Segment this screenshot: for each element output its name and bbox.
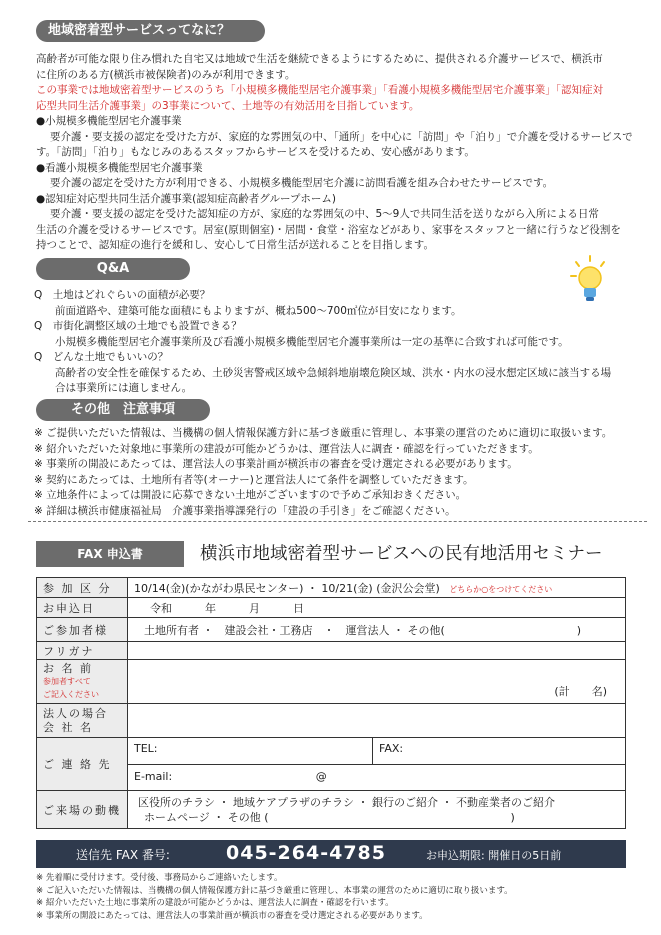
section-header-qa: Q&A	[36, 258, 190, 280]
text-line-red: この事業では地域密着型サービスのうち「小規模多機能型居宅介護事業」「看護小規模多機能型居宅介護事業」「認知症対	[36, 84, 603, 96]
text-line-red: 応型共同生活介護事業」の3事業について、土地等の有効活用を目指しています。	[36, 99, 420, 112]
item-body-line: す。「訪問」「泊り」もなじみのあるスタッフからサービスを受けるため、安心感があります。	[36, 146, 475, 158]
furigana-field[interactable]	[128, 642, 626, 660]
corp-label: 法人の場合	[43, 706, 108, 720]
item-heading: ●認知症対応型共同生活介護事業(認知症高齢者グループホーム)	[36, 192, 337, 205]
kubun-value: 10/14(金)(かながわ県民センター) ・ 10/21(金) (金沢公会堂)	[134, 581, 440, 595]
item-heading: ●小規模多機能型居宅介護事業	[36, 115, 182, 127]
qa-line: 前面道路や、建築可能な面積にもよりますが、概ね500～700㎡位が目安になります。	[34, 304, 462, 317]
item-heading: ●看護小規模多機能型居宅介護事業	[36, 161, 203, 174]
qa-line: Q どんな土地でもいいの？	[34, 351, 169, 363]
qa-line: 高齢者の安全性を確保するため、土砂災害警戒区域や急傾斜地崩壊危険区域、洪水・内水の浸水想定区域に該当する場	[34, 366, 612, 379]
item-body-line: 要介護の認定を受けた方が利用できる、小規模多機能型居宅介護に訪問看護を組み合わせたサービスです。	[50, 177, 554, 189]
date-field[interactable]	[128, 598, 626, 618]
motive-options: 区役所のチラシ ・ 地域ケアプラザのチラシ ・ 銀行のご紹介 ・ 不動産業者のご紹介	[138, 795, 555, 809]
name-field[interactable]	[128, 660, 626, 704]
tel-field[interactable]	[128, 738, 373, 764]
email-field[interactable]	[128, 765, 625, 790]
corp-field[interactable]	[128, 704, 626, 738]
fax-number-label: FAX:	[379, 742, 404, 755]
date-label: お申込日	[37, 598, 128, 618]
text-line: に住所のある方(横浜市被保険者)のみが利用できます。	[36, 68, 296, 81]
furigana-label: フリガナ	[37, 642, 128, 660]
section-about-body	[36, 52, 639, 254]
name-note: 参加者すべて	[43, 677, 91, 686]
qa-line: Q 土地はどれぐらいの面積が必要？	[34, 289, 211, 301]
participant-options: 土地所有者 ・ 建設会社・工務店 ・ 運営法人 ・ その他( )	[144, 623, 582, 637]
section-qa-body	[34, 288, 639, 397]
note-line: ※ 立地条件によっては開設に応募できない土地がございますので予めご承知おきください。	[34, 489, 467, 501]
form-note: ※ 紹介いただいた土地に事業所の建設が可能かどうかは、運営法人に調査・確認を行います。	[36, 898, 394, 908]
name-label-cell	[37, 660, 128, 704]
participant-label: ご参加者様	[37, 618, 128, 642]
contact-label: ご 連 絡 先	[37, 738, 128, 791]
kubun-label: 参 加 区 分	[37, 578, 128, 598]
form-note: ※ 事業所の開設にあたっては、運営法人の事業計画が横浜市の審査を受け選定される必要があります。	[36, 910, 428, 921]
item-body-line: 生活の介護を受けるサービスです。居室(原則個室)・居間・食堂・浴室などがあり、家事をスタッフと一緒に行うなど役割を	[36, 223, 621, 236]
name-label: お 名 前	[43, 662, 93, 675]
at-sign: @	[315, 770, 327, 783]
participant-field[interactable]	[128, 618, 626, 642]
section-header-notes: その他 注意事項	[36, 399, 210, 421]
kubun-note: どちらか○をつけてください	[449, 584, 553, 594]
note-line: ※ 事業所の開設にあたっては、運営法人の事業計画が横浜市の審査を受け選定される必要があります。	[34, 458, 518, 470]
note-line: ※ 契約にあたっては、土地所有者等(オーナー)と運営法人にて条件を調整していただきます。	[34, 473, 474, 486]
form-note: ※ ご記入いただいた情報は、当機構の個人情報保護方針に基づき厳重に管理し、本事業の運営のために適切に取り扱います。	[36, 885, 513, 896]
name-note: ご記入ください	[43, 690, 99, 699]
fax-field[interactable]	[373, 738, 625, 764]
motive-label: ご来場の動機	[37, 791, 128, 829]
note-line: ※ ご提供いただいた情報は、当機構の個人情報保護方針に基づき厳重に管理し、本事業の運営のために適切に取扱います。	[34, 427, 613, 439]
cut-line	[28, 521, 647, 522]
deadline: お申込期限: 開催日の5日前	[426, 849, 562, 862]
fax-number: 045-264-4785	[226, 842, 386, 864]
item-body-line: 要介護・要支援の認定を受けた方が、家庭的な雰囲気の中、「通所」を中心に「訪問」や「泊り」で介護を受けるサービスで	[50, 130, 633, 143]
corp-label-cell	[37, 704, 128, 738]
application-form	[36, 577, 626, 829]
kubun-field[interactable]	[128, 578, 626, 598]
seminar-title: 横浜市地域密着型サービスへの民有地活用セミナー	[200, 544, 603, 564]
text-line: 高齢者が可能な限り住み慣れた自宅又は地域で生活を継続できるようにするために、提供される介護サービスで、横浜市	[36, 53, 603, 65]
note-line: ※ 紹介いただいた対象地に事業所の建設が可能かどうかは、運営法人に調査・確認を行っていただきます。	[34, 442, 539, 455]
fax-bar-label: 送信先 FAX 番号:	[76, 848, 170, 862]
form-note: ※ 先着順に受付けます。受付後、事務局からご連絡いたします。	[36, 873, 283, 883]
motive-field[interactable]	[128, 791, 626, 829]
fax-form-label: FAX 申込書	[36, 541, 184, 567]
name-count: (計 名)	[554, 685, 607, 698]
item-body-line: 持つことで、認知症の進行を緩和し、安心して日常生活が送れることを目指します。	[36, 239, 434, 251]
corp-label: 会 社 名	[43, 720, 93, 734]
date-value: 令和 年 月 日	[150, 601, 304, 615]
note-line: ※ 詳細は横浜市健康福祉局 介護事業指導課発行の「建設の手引き」をご確認ください。	[34, 504, 456, 517]
qa-line: 合は事業所には適しません。	[34, 382, 193, 394]
motive-options: ホームページ ・ その他 ( )	[144, 810, 515, 824]
form-notes	[36, 872, 513, 922]
section-notes-body	[34, 426, 639, 519]
item-body-line: 要介護・要支援の認定を受けた認知症の方が、家庭的な雰囲気の中、5～9人で共同生活を送りながら入所による日常	[50, 208, 599, 220]
fax-bar	[36, 840, 626, 868]
contact-cell	[128, 738, 626, 791]
tel-label: TEL:	[134, 742, 158, 755]
qa-line: Q 市街化調整区域の土地でも設置できる？	[34, 320, 242, 332]
email-label: E-mail:	[134, 770, 173, 783]
section-header-about: 地域密着型サービスってなに？	[36, 20, 265, 42]
qa-line: 小規模多機能型居宅介護事業所及び看護小規模多機能型居宅介護事業所は一定の基準に合致すれば可能です。	[34, 335, 569, 348]
